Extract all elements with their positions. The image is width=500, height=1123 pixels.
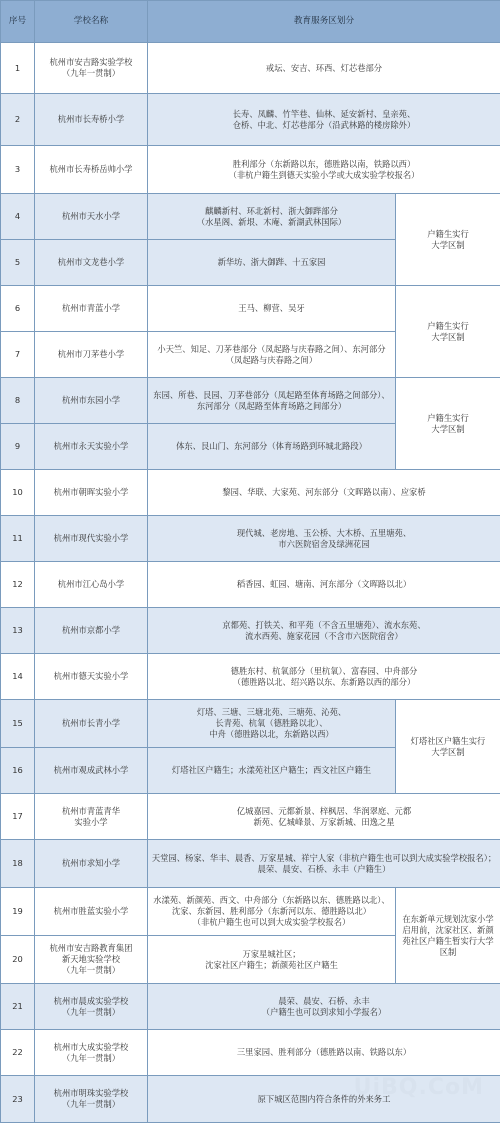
- row-zone: 德胜东村、杭氧部分（里杭氧）、富春园、中舟部分 （德胜路以北、绍兴路以东、东新路以西的部分）: [148, 654, 500, 700]
- side-note: 户籍生实行 大学区制: [396, 286, 500, 378]
- row-zone: 麒麟新村、环北新村、浙大御跸部分 （水星阁、新垠、木庵、新湖武林国际）: [148, 194, 396, 240]
- row-zone: 灯塔社区户籍生；水漾苑社区户籍生；西文社区户籍生: [148, 748, 396, 794]
- row-zone: 东园、所巷、艮园、刀茅巷部分（凤起路至体育场路之间部分）、 东河部分（凤起路至体育场路之间部分）: [148, 378, 396, 424]
- row-zone: 体东、艮山门、东河部分（体育场路到环城北路段）: [148, 424, 396, 470]
- row-school: 杭州市现代实验小学: [35, 516, 148, 562]
- row-zone: 万家星城社区； 沈家社区户籍生；新颜苑社区户籍生: [148, 936, 396, 984]
- row-no: 4: [1, 194, 35, 240]
- row-no: 22: [1, 1030, 35, 1076]
- row-school: 杭州市大成实验学校 （九年一贯制）: [35, 1030, 148, 1076]
- row-school: 杭州市刀茅巷小学: [35, 332, 148, 378]
- row-zone: 黎园、华联、大家苑、河东部分（文晖路以南）、应家桥: [148, 470, 500, 516]
- row-no: 23: [1, 1076, 35, 1123]
- row-zone: 戒坛、安吉、环西、灯芯巷部分: [148, 43, 500, 94]
- row-no: 1: [1, 43, 35, 94]
- table-row: [1, 146, 500, 194]
- row-zone: 三里家园、胜利部分（德胜路以南、铁路以东）: [148, 1030, 500, 1076]
- row-no: 13: [1, 608, 35, 654]
- row-school: 杭州市胜蓝实验小学: [35, 888, 148, 936]
- row-no: 3: [1, 146, 35, 194]
- row-school: 杭州市长寿桥岳帅小学: [35, 146, 148, 194]
- header-zone: 教育服务区划分: [148, 1, 500, 43]
- row-school: 杭州市明珠实验学校 （九年一贯制）: [35, 1076, 148, 1123]
- side-note: 户籍生实行 大学区制: [396, 378, 500, 470]
- row-no: 18: [1, 840, 35, 888]
- row-no: 20: [1, 936, 35, 984]
- row-school: 杭州市永天实验小学: [35, 424, 148, 470]
- row-zone: 晨荣、晨安、石桥、永丰 （户籍生也可以到求知小学报名）: [148, 984, 500, 1030]
- row-zone: 现代城、老房地、玉公桥、大木桥、五里塘苑、 市六医院宿舍及绿洲花园: [148, 516, 500, 562]
- row-no: 9: [1, 424, 35, 470]
- row-no: 2: [1, 94, 35, 146]
- row-zone: 新华坊、浙大御跸、十五家园: [148, 240, 396, 286]
- row-school: 杭州市京都小学: [35, 608, 148, 654]
- table-row: [1, 194, 500, 240]
- row-no: 10: [1, 470, 35, 516]
- table-row: [1, 43, 500, 94]
- table-row: [1, 794, 500, 840]
- row-no: 8: [1, 378, 35, 424]
- table-row: [1, 888, 500, 936]
- side-note: 灯塔社区户籍生实行 大学区制: [396, 700, 500, 794]
- table-row: [1, 378, 500, 424]
- row-school: 杭州市朝晖实验小学: [35, 470, 148, 516]
- row-no: 15: [1, 700, 35, 748]
- row-zone: 小天竺、知足、刀茅巷部分（凤起路与庆春路之间）、东河部分 （凤起路与庆春路之间）: [148, 332, 396, 378]
- row-school: 杭州市德天实验小学: [35, 654, 148, 700]
- row-zone: 王马、柳营、吴牙: [148, 286, 396, 332]
- row-no: 14: [1, 654, 35, 700]
- row-no: 6: [1, 286, 35, 332]
- table-row: [1, 516, 500, 562]
- table-row: [1, 840, 500, 888]
- header-school: 学校名称: [35, 1, 148, 43]
- row-no: 21: [1, 984, 35, 1030]
- table-row: [1, 470, 500, 516]
- row-school: 杭州市青蓝青华 实验小学: [35, 794, 148, 840]
- row-zone: 胜利部分（东新路以东，德胜路以南，铁路以西） （非杭户籍生到德天实验小学或大成实验学校报名）: [148, 146, 500, 194]
- table-row: [1, 984, 500, 1030]
- table-row: [1, 562, 500, 608]
- row-zone: 天堂园、杨家、华丰、晨香、万家星城、祥宁人家（非杭户籍生也可以到大成实验学校报名）； 晨荣、晨安、石桥、永丰（户籍生）: [148, 840, 500, 888]
- row-school: 杭州市长寿桥小学: [35, 94, 148, 146]
- row-school: 杭州市安吉路教育集团 新天地实验学校 （九年一贯制）: [35, 936, 148, 984]
- row-school: 杭州市长青小学: [35, 700, 148, 748]
- row-zone: 水漾苑、新颜苑、西文、中舟部分（东新路以东、德胜路以北）、 沈家、东新园、胜利部分（东新河以东、德胜路以北） （非杭户籍生也可以到大成实验学校报名）: [148, 888, 396, 936]
- table-row: [1, 654, 500, 700]
- row-school: 杭州市东园小学: [35, 378, 148, 424]
- row-zone: 稻香园、虹园、塘南、河东部分（文晖路以北）: [148, 562, 500, 608]
- watermark: UiBQ.CoM: [354, 1075, 484, 1100]
- row-zone: 长寿、凤麟、竹竿巷、仙林、延安新村、皇亲苑、 仓桥、中北、灯芯巷部分（沿武林路的楼房除外）: [148, 94, 500, 146]
- row-zone: 灯塔、三塘、三塘北苑、三塘苑、沁苑、 长青苑、杭氧（德胜路以北）、 中舟（德胜路以北，东新路以西）: [148, 700, 396, 748]
- row-school: 杭州市天水小学: [35, 194, 148, 240]
- side-note: 户籍生实行 大学区制: [396, 194, 500, 286]
- row-no: 16: [1, 748, 35, 794]
- table-row: [1, 1030, 500, 1076]
- table-row: [1, 700, 500, 748]
- table-header-row: [1, 1, 500, 43]
- row-zone: 原下城区范围内符合条件的外来务工: [148, 1076, 500, 1123]
- row-school: 杭州市文龙巷小学: [35, 240, 148, 286]
- row-school: 杭州市青蓝小学: [35, 286, 148, 332]
- row-no: 7: [1, 332, 35, 378]
- table-row: [1, 94, 500, 146]
- row-no: 19: [1, 888, 35, 936]
- table-row: [1, 608, 500, 654]
- row-school: 杭州市江心岛小学: [35, 562, 148, 608]
- header-no: 序号: [1, 1, 35, 43]
- row-no: 5: [1, 240, 35, 286]
- row-zone: 京都苑、打铁关、和平苑（不含五里塘苑）、流水东苑、 流水西苑、施家花园（不含市六医院宿舍）: [148, 608, 500, 654]
- row-school: 杭州市晨成实验学校 （九年一贯制）: [35, 984, 148, 1030]
- row-school: 杭州市安吉路实验学校 （九年一贯制）: [35, 43, 148, 94]
- row-no: 12: [1, 562, 35, 608]
- table-row: [1, 286, 500, 332]
- row-no: 11: [1, 516, 35, 562]
- row-no: 17: [1, 794, 35, 840]
- row-school: 杭州市求知小学: [35, 840, 148, 888]
- side-note: 在东新单元规划沈家小学启用前，沈家社区、新颜苑社区户籍生暂实行大学区制: [396, 888, 500, 984]
- row-zone: 亿城嘉园、元都新景、梓枫居、华润翠庭、元都 新苑、亿城峰景、万家新城、田逸之星: [148, 794, 500, 840]
- row-school: 杭州市观成武林小学: [35, 748, 148, 794]
